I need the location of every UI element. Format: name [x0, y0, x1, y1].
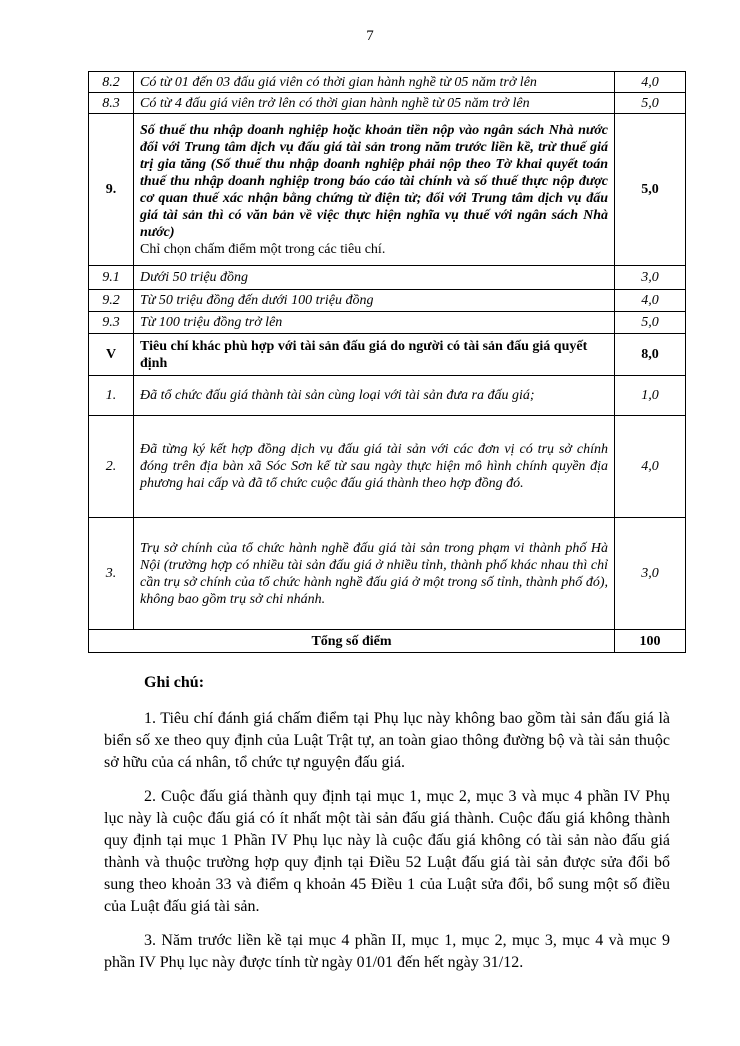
row-criterion: Đã từng ký kết hợp đồng dịch vụ đấu giá tài sản với các đơn vị có trụ sở chính đóng trên địa bàn xã Sóc Sơn kể từ sau ngày thực hiện mô hình chính quyền địa phương hai cấp và đã tổ chức cuộc đấu giá thành theo hợp đồng đó.: [134, 416, 615, 518]
table-row: [89, 72, 686, 93]
row-number: 9.1: [89, 266, 134, 290]
row-criterion: Đã tổ chức đấu giá thành tài sản cùng loại với tài sản đưa ra đấu giá;: [134, 376, 615, 416]
row-number: 8.3: [89, 93, 134, 114]
total-label: Tổng số điểm: [89, 630, 615, 653]
note-paragraph: 2. Cuộc đấu giá thành quy định tại mục 1, mục 2, mục 3 và mục 4 phần IV Phụ lục này là cuộc đấu giá có ít nhất một tài sản đấu giá thành. Cuộc đấu giá không thành quy định tại mục 1 Phần IV Phụ lục này là cuộc đấu giá không có tài sản nào đấu giá thành và thuộc trường hợp quy định tại Điều 52 Luật đấu giá tài sản được sửa đổi bổ sung theo khoản 33 và điểm q khoản 45 Điều 1 của Luật sửa đổi, bổ sung một số điều của Luật đấu giá tài sản.: [104, 788, 670, 915]
row-score: 5,0: [615, 114, 686, 266]
row-score: 3,0: [615, 266, 686, 290]
table-row: [89, 93, 686, 114]
row-criterion: Có từ 4 đấu giá viên trở lên có thời gian hành nghề từ 05 năm trở lên: [134, 93, 615, 114]
row-criterion-note: Chỉ chọn chấm điểm một trong các tiêu chí.: [140, 241, 386, 257]
row-criterion: Dưới 50 triệu đồng: [134, 266, 615, 290]
row-score: 3,0: [615, 518, 686, 630]
table-row: [89, 312, 686, 334]
row-score: 5,0: [615, 312, 686, 334]
row-score: 4,0: [615, 72, 686, 93]
row-criterion-cell: [134, 114, 615, 266]
table-total-row: [89, 630, 686, 653]
total-score: 100: [615, 630, 686, 653]
row-criterion: Tiêu chí khác phù hợp với tài sản đấu giá do người có tài sản đấu giá quyết định: [134, 334, 615, 376]
table-row: [89, 416, 686, 518]
table-row: [89, 376, 686, 416]
row-number: 1.: [89, 376, 134, 416]
row-criterion: Trụ sở chính của tổ chức hành nghề đấu giá tài sản trong phạm vi thành phố Hà Nội (trường hợp có nhiều tài sản đấu giá ở nhiều tỉnh, thành phố khác nhau thì chỉ cần trụ sở chính của tổ chức hành nghề đấu giá ở một trong số tỉnh, thành phố đó), không bao gồm trụ sở chi nhánh.: [134, 518, 615, 630]
note-paragraph: 1. Tiêu chí đánh giá chấm điểm tại Phụ lục này không bao gồm tài sản đấu giá là biển số xe theo quy định của Luật Trật tự, an toàn giao thông đường bộ và tài sản thuộc sở hữu của cá nhân, tổ chức tự nguyện đấu giá.: [104, 710, 670, 771]
row-criterion: Số thuế thu nhập doanh nghiệp hoặc khoản tiền nộp vào ngân sách Nhà nước đối với Trung tâm dịch vụ đấu giá tài sản trong năm trước liền kề, trừ thuế giá trị gia tăng (Số thuế thu nhập doanh nghiệp phải nộp theo Tờ khai quyết toán thuế thu nhập doanh nghiệp trong báo cáo tài chính và số thuế thực nộp được cơ quan thuế xác nhận bằng chứng từ điện tử; đối với Trung tâm dịch vụ đấu giá tài sản thì có văn bản về việc thực hiện nghĩa vụ thuế với ngân sách Nhà nước): [140, 122, 608, 240]
row-criterion: Từ 100 triệu đồng trở lên: [134, 312, 615, 334]
note-paragraph: 3. Năm trước liền kề tại mục 4 phần II, mục 1, mục 2, mục 3, mục 4 và mục 9 phần IV Phụ lục này được tính từ ngày 01/01 đến hết ngày 31/12.: [104, 932, 670, 971]
row-criterion: Từ 50 triệu đồng đến dưới 100 triệu đồng: [134, 290, 615, 312]
notes-section: [104, 672, 670, 986]
row-number: 8.2: [89, 72, 134, 93]
row-score: 4,0: [615, 290, 686, 312]
table-row: [89, 518, 686, 630]
row-score: 5,0: [615, 93, 686, 114]
row-score: 8,0: [615, 334, 686, 376]
row-number: V: [89, 334, 134, 376]
row-number: 9.2: [89, 290, 134, 312]
row-number: 2.: [89, 416, 134, 518]
row-number: 9.: [89, 114, 134, 266]
notes-heading: Ghi chú:: [144, 674, 205, 691]
table-row: [89, 266, 686, 290]
criteria-table: [88, 71, 686, 653]
row-number: 3.: [89, 518, 134, 630]
page-number: 7: [366, 28, 374, 44]
table-row: [89, 290, 686, 312]
table-row: [89, 114, 686, 266]
table-row: [89, 334, 686, 376]
row-number: 9.3: [89, 312, 134, 334]
row-criterion: Có từ 01 đến 03 đấu giá viên có thời gian hành nghề từ 05 năm trở lên: [134, 72, 615, 93]
row-score: 1,0: [615, 376, 686, 416]
row-score: 4,0: [615, 416, 686, 518]
